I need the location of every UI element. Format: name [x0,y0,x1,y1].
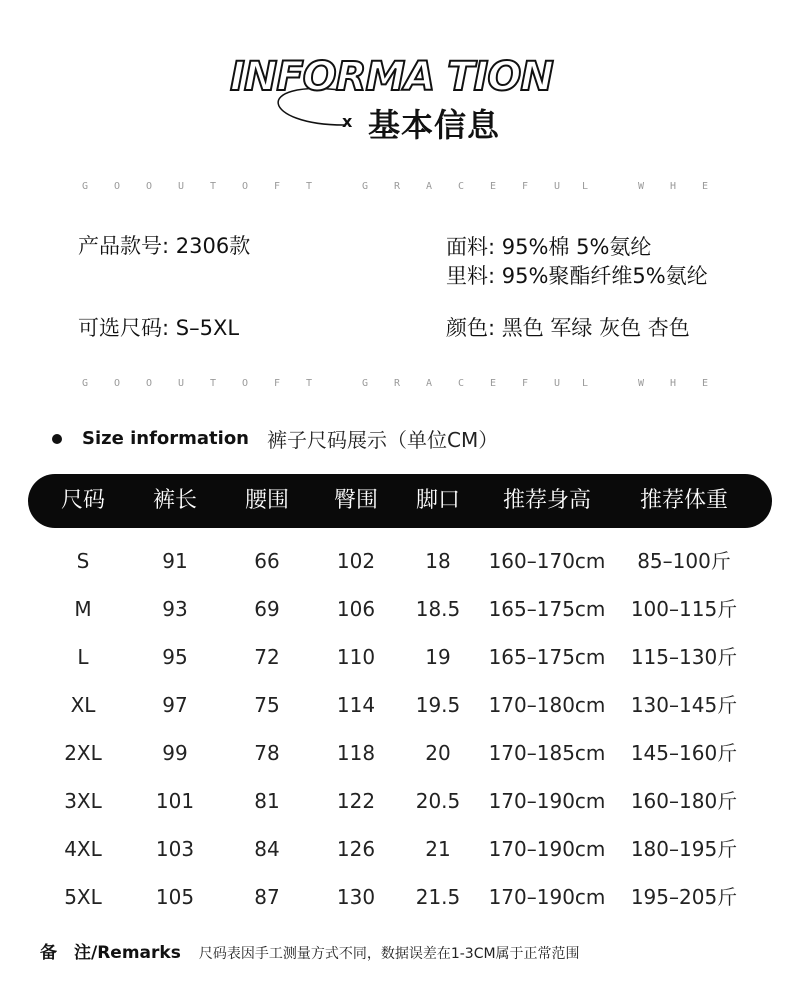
table-cell: 69 [254,597,280,621]
table-cell: 106 [336,597,376,621]
divider-letter: T [209,378,217,389]
table-cell: 19 [425,645,451,669]
divider-letter: H [669,181,677,192]
table-cell: 85–100斤 [637,549,731,573]
divider-letter: G [361,181,369,192]
divider-letter: A [425,378,433,389]
table-cell: XL [70,693,96,717]
table-cell: 103 [155,837,195,861]
table-cell: 91 [162,549,188,573]
table-cell: 160–170cm [488,549,606,573]
table-cell: 87 [254,885,280,909]
table-cell: 66 [254,549,280,573]
divider-letter: U [177,181,185,192]
size-table-header [28,474,772,528]
table-header-cell: 腰围 [244,488,290,513]
lining-info: 里料: 95%聚酯纤维5%氨纶 [446,264,708,288]
divider-letter: O [145,181,153,192]
divider-letter: T [209,181,217,192]
table-cell: 18 [425,549,451,573]
table-cell: 115–130斤 [630,645,738,669]
divider-letter: F [273,378,281,389]
table-cell: 20.5 [415,789,461,813]
table-cell: 105 [155,885,195,909]
information-logo [222,50,553,150]
divider-letter: T [305,181,313,192]
bullet-dot-icon [52,434,62,444]
divider-letter: H [669,378,677,389]
table-cell: 165–175cm [488,597,606,621]
table-cell: 126 [336,837,376,861]
remarks [40,938,580,963]
divider-letter: L [581,378,589,389]
divider-letter: E [489,378,497,389]
table-cell: 130–145斤 [630,693,738,717]
size-information-heading [52,424,498,453]
table-cell: 114 [336,693,376,717]
divider-letter: U [553,378,561,389]
table-cell: 97 [162,693,188,717]
table-cell: 3XL [64,789,102,813]
logo-subtitle: 基本信息 [368,106,501,144]
divider-letter: E [701,378,709,389]
divider-letter: F [521,378,529,389]
table-cell: 170–190cm [488,789,606,813]
available-colors: 颜色: 黑色 军绿 灰色 杏色 [446,316,690,340]
table-cell: 170–180cm [488,693,606,717]
table-cell: 99 [162,741,188,765]
logo-x-mark: x [342,112,353,131]
table-cell: 20 [425,741,451,765]
table-cell: 2XL [64,741,102,765]
divider-letter: A [425,181,433,192]
table-cell: 18.5 [415,597,461,621]
table-cell: 19.5 [415,693,461,717]
divider-letter: R [393,181,401,192]
table-cell: 165–175cm [488,645,606,669]
table-cell: 21.5 [415,885,461,909]
remarks-label: 备 注/Remarks [40,943,181,963]
divider-letter: F [521,181,529,192]
table-header-cell: 推荐体重 [639,488,729,513]
divider-letter: G [81,378,89,389]
table-cell: 118 [336,741,376,765]
divider-letter: O [241,378,249,389]
divider-letter: R [393,378,401,389]
table-header-cell: 推荐身高 [502,488,592,513]
divider-letter: U [553,181,561,192]
divider-letter: E [489,181,497,192]
table-cell: 21 [425,837,451,861]
table-header-cell: 脚口 [415,488,461,513]
size-title-en: Size information [82,428,250,449]
fabric-info: 面料: 95%棉 5%氨纶 [446,235,652,259]
available-sizes: 可选尺码: S–5XL [78,316,240,340]
logo-title: INFORMA TION [230,54,553,100]
letter-divider-bottom [80,378,720,392]
remarks-text: 尺码表因手工测量方式不同，数据误差在1-3CM属于正常范围 [198,946,580,962]
divider-letter: G [81,181,89,192]
divider-letter: F [273,181,281,192]
divider-letter: W [637,181,645,192]
divider-letter: E [701,181,709,192]
table-cell: 4XL [64,837,102,861]
table-cell: 110 [336,645,376,669]
table-cell: S [76,549,90,573]
divider-letter: O [145,378,153,389]
size-title-cn: 裤子尺码展示（单位CM） [267,428,499,452]
divider-letter: T [305,378,313,389]
divider-letter: W [637,378,645,389]
table-header-cell: 裤长 [152,488,198,513]
divider-letter: C [457,378,465,389]
table-cell: 195–205斤 [630,885,738,909]
table-cell: 102 [336,549,376,573]
table-header-cell: 臀围 [333,488,379,513]
divider-letter: O [241,181,249,192]
table-cell: 145–160斤 [630,741,738,765]
table-cell: 130 [336,885,376,909]
table-cell: 72 [254,645,280,669]
table-cell: 170–190cm [488,837,606,861]
product-number: 产品款号: 2306款 [78,234,251,258]
table-cell: 122 [336,789,376,813]
table-cell: 5XL [64,885,102,909]
divider-letter: O [113,378,121,389]
table-cell: 95 [162,645,188,669]
table-cell: 101 [155,789,195,813]
table-cell: 81 [254,789,280,813]
table-cell: 160–180斤 [630,789,738,813]
table-cell: 84 [254,837,280,861]
table-cell: M [74,597,92,621]
divider-letter: L [581,181,589,192]
table-cell: 78 [254,741,280,765]
table-cell: 170–185cm [488,741,606,765]
letter-divider-top [80,181,720,195]
table-cell: 180–195斤 [630,837,738,861]
table-cell: 93 [162,597,188,621]
divider-letter: C [457,181,465,192]
divider-letter: G [361,378,369,389]
table-cell: L [77,645,89,669]
table-cell: 75 [254,693,280,717]
divider-letter: O [113,181,121,192]
table-cell: 100–115斤 [630,597,738,621]
divider-letter: U [177,378,185,389]
table-cell: 170–190cm [488,885,606,909]
table-header-cell: 尺码 [60,488,106,513]
